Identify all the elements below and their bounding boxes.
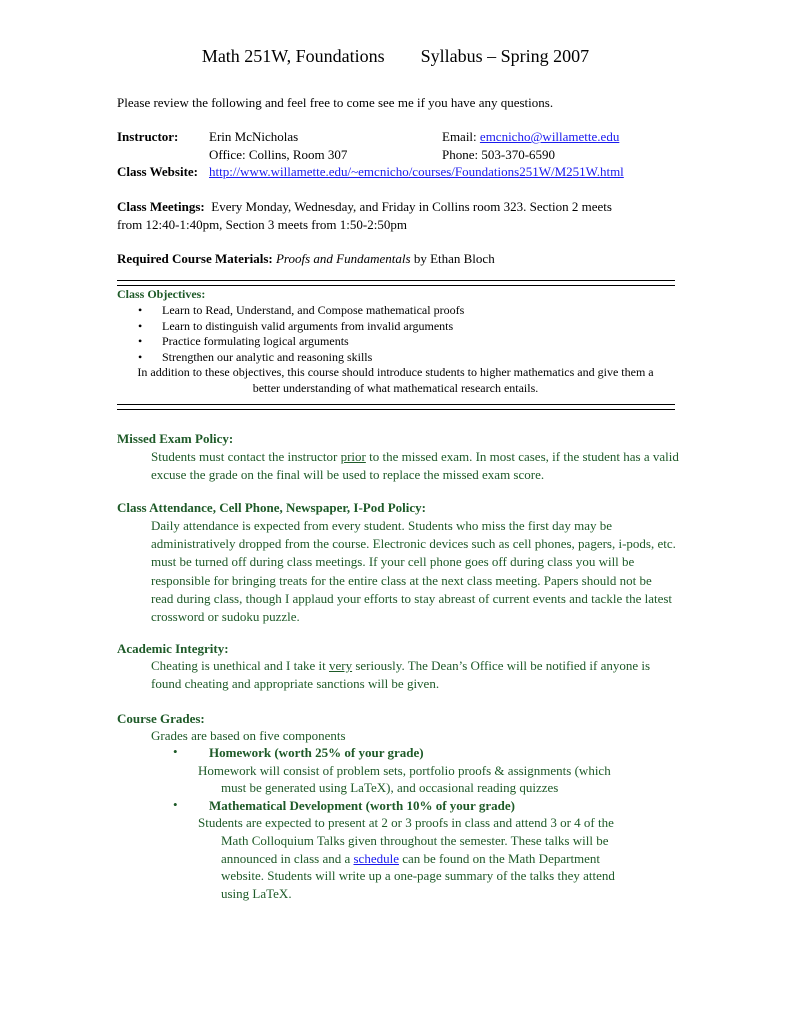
dev-line3 (221, 850, 600, 868)
materials-author: by Ethan Bloch (410, 251, 495, 266)
website-link[interactable]: http://www.willamette.edu/~emcnicho/courses/Foundations251W/M251W.html (209, 164, 624, 179)
missed-exam-post: to the missed exam. In most cases, if the student has a valid excuse the grade on the final will be used to replace the missed exam score. (151, 449, 679, 483)
divider-bottom-2 (117, 409, 675, 410)
website-label: Class Website: (117, 164, 199, 179)
divider-top-1 (117, 280, 675, 281)
missed-exam-pre: Students must contact the instructor (151, 449, 341, 464)
divider-top-2 (117, 285, 675, 286)
meetings-line2: from 12:40-1:40pm, Section 3 meets from 1:50-2:50pm (117, 217, 407, 232)
homework-line1: Homework will consist of problem sets, portfolio proofs & assignments (which (198, 763, 611, 778)
instructor-label: Instructor: (117, 129, 179, 144)
instructor-phone: Phone: 503-370-6590 (442, 147, 556, 162)
bullet-icon: • (173, 744, 178, 759)
meetings-label: Class Meetings: (117, 199, 205, 214)
attendance-text: Daily attendance is expected from every student. Students who miss the first day may be administratively dropped from the course. Electronic devices such as cell phones, pagers, i-pods, etc. must be turned off during class meetings. If your cell phone goes off during class you will be responsible for bringing treats for the entire class at the next class meeting. Papers should not be read during class, though I applaud your efforts to stay abreast of current events and tackle the latest crossword or sudoku puzzle. (151, 518, 676, 625)
dev-line3-post: can be found on the Math Department (398, 851, 601, 866)
dev-title: Mathematical Development (worth 10% of your grade) (209, 798, 515, 813)
course-title: Math 251W, Foundations (201, 46, 385, 66)
homework-line2: must be generated using LaTeX), and occasional reading quizzes (221, 780, 559, 795)
instructor-email-line (442, 128, 619, 146)
objectives-list (138, 303, 464, 365)
dev-line4: website. Students will write up a one-page summary of the talks they attend (221, 868, 615, 883)
integrity-heading: Academic Integrity: (117, 641, 229, 656)
dev-line3-pre: announced in class and a (221, 851, 354, 866)
objective-item: • Learn to Read, Understand, and Compose mathematical proofs (138, 303, 464, 319)
grades-heading: Course Grades: (117, 711, 205, 726)
missed-exam-emphasis: prior (340, 449, 366, 464)
email-label: Email: (442, 129, 480, 144)
integrity-text (151, 657, 661, 693)
materials-label: Required Course Materials: (117, 251, 273, 266)
bullet-icon: • (173, 797, 178, 812)
materials-line (117, 250, 495, 268)
term-title: Syllabus – Spring 2007 (420, 46, 590, 66)
objectives-heading: Class Objectives: (117, 287, 206, 301)
missed-exam-heading: Missed Exam Policy: (117, 431, 234, 446)
integrity-pre: Cheating is unethical and I take it (151, 658, 329, 673)
intro-text: Please review the following and feel free to come see me if you have any questions. (117, 95, 554, 110)
materials-book: Proofs and Fundamentals (275, 251, 411, 266)
objective-item: • Practice formulating logical arguments (138, 334, 464, 350)
page-title (0, 46, 791, 67)
divider-bottom-1 (117, 404, 675, 405)
instructor-name: Erin McNicholas (209, 129, 299, 144)
schedule-link[interactable]: schedule (353, 851, 399, 866)
meetings-line1 (117, 198, 612, 216)
integrity-post: seriously. The Dean’s Office will be notified if anyone is found cheating and appropriate sanctions will be given. (151, 658, 651, 692)
objective-item: • Strengthen our analytic and reasoning skills (138, 350, 464, 366)
objectives-closing-1: In addition to these objectives, this course should introduce students to higher mathematics and give them a (137, 365, 654, 379)
meetings-text1: Every Monday, Wednesday, and Friday in Collins room 323. Section 2 meets (211, 199, 612, 214)
integrity-emphasis: very (328, 658, 353, 673)
email-link[interactable]: emcnicho@willamette.edu (479, 129, 620, 144)
objective-item: • Learn to distinguish valid arguments from invalid arguments (138, 319, 464, 335)
attendance-heading: Class Attendance, Cell Phone, Newspaper, I-Pod Policy: (117, 500, 426, 515)
homework-title: Homework (worth 25% of your grade) (209, 745, 424, 760)
objectives-closing-2: better understanding of what mathematical research entails. (252, 381, 539, 395)
grades-intro: Grades are based on five components (151, 728, 346, 743)
dev-line2: Math Colloquium Talks given throughout the semester. These talks will be (221, 833, 609, 848)
missed-exam-text (151, 448, 681, 484)
dev-line1: Students are expected to present at 2 or 3 proofs in class and attend 3 or 4 of the (198, 815, 614, 830)
dev-line5: using LaTeX. (221, 886, 292, 901)
instructor-office: Office: Collins, Room 307 (209, 147, 348, 162)
